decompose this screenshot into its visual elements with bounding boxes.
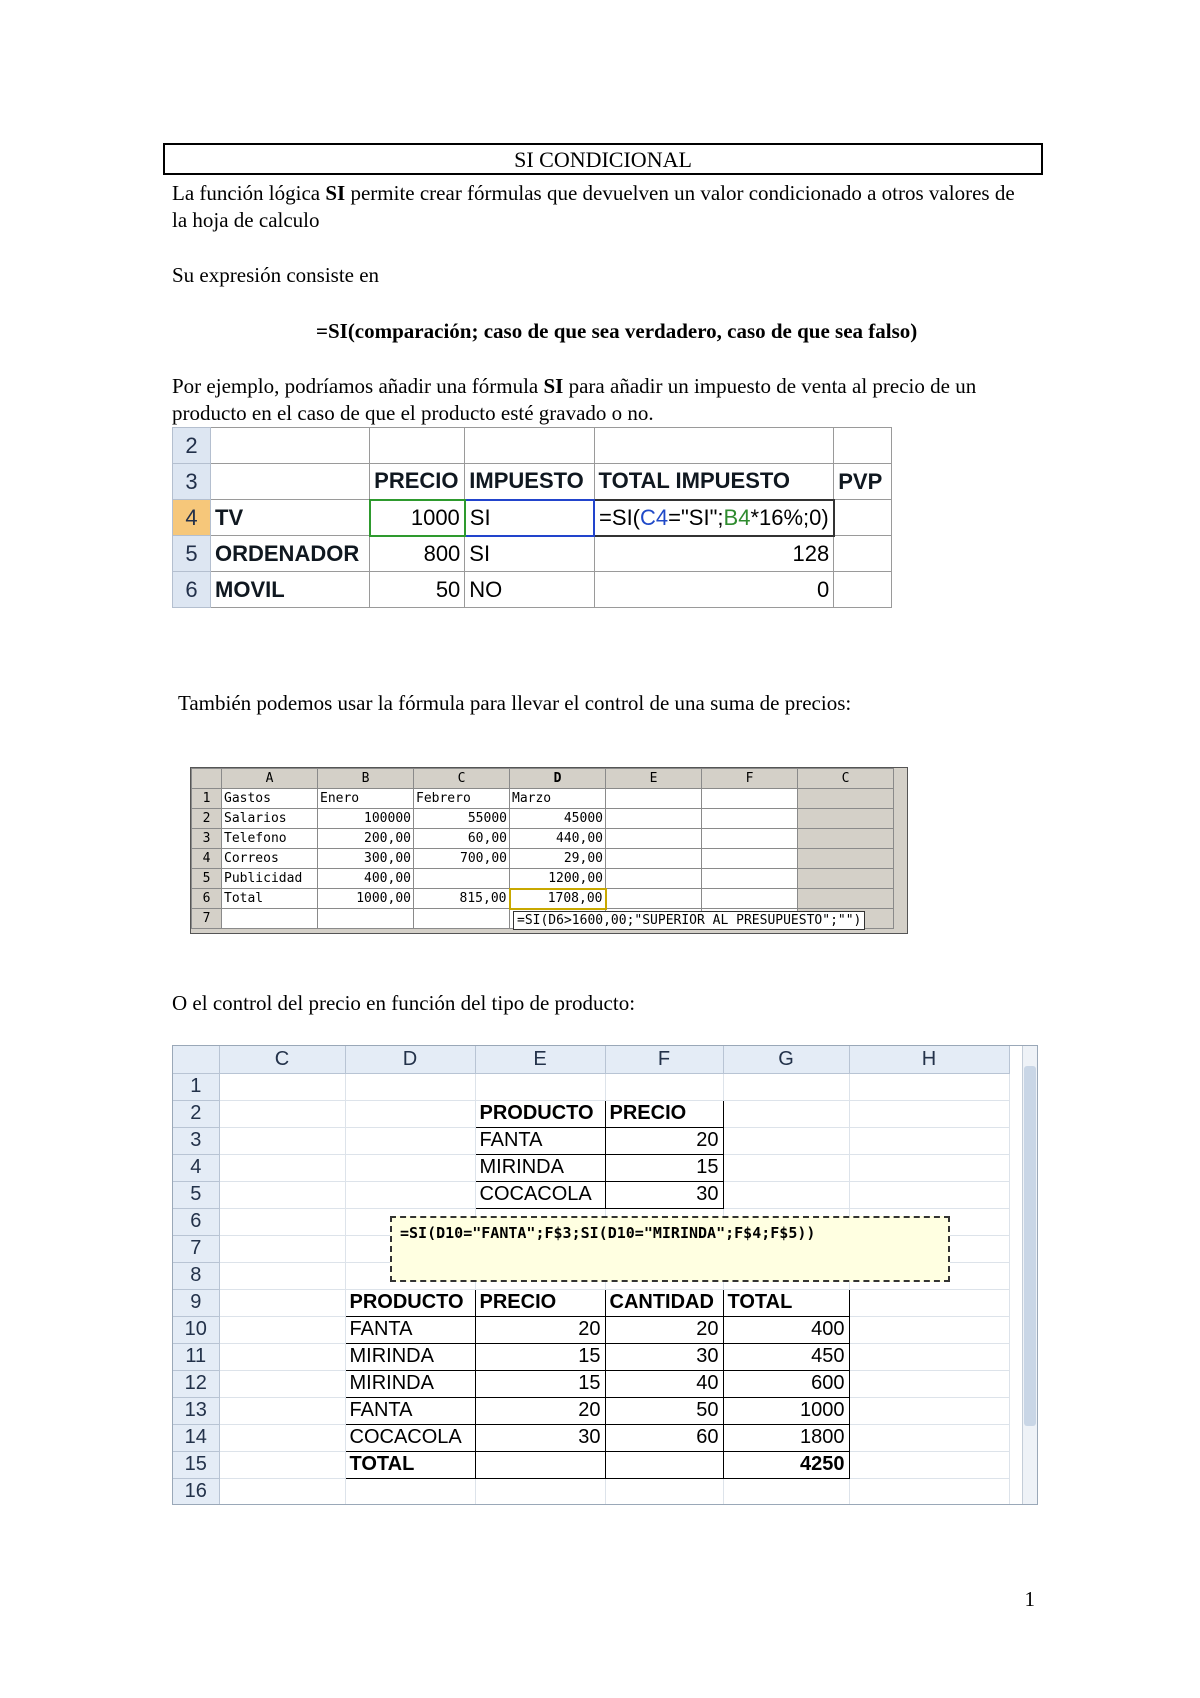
- cell: 200,00: [318, 829, 414, 849]
- row-header: 2: [173, 428, 211, 464]
- selected-cell[interactable]: 1708,00: [510, 889, 606, 909]
- cell: 0: [594, 572, 834, 608]
- cell: 20: [475, 1397, 605, 1424]
- header-cell: PRODUCTO: [475, 1100, 605, 1127]
- column-header[interactable]: F: [605, 1046, 723, 1073]
- total-label: TOTAL: [345, 1451, 475, 1478]
- cell: [798, 849, 894, 869]
- cell: 20: [605, 1127, 723, 1154]
- row-header: 10: [173, 1316, 219, 1343]
- cell: [798, 809, 894, 829]
- row-header: 4: [173, 1154, 219, 1181]
- corner-cell: [192, 769, 222, 789]
- header-cell: PRECIO: [475, 1289, 605, 1316]
- intro-bold-si: SI: [325, 181, 346, 205]
- cell: [414, 869, 510, 889]
- cell: [834, 500, 892, 536]
- table-row: [173, 1451, 1009, 1478]
- formula-part: *16%;0): [750, 504, 829, 530]
- intro-text-1: La función lógica: [172, 181, 326, 205]
- cell: [702, 889, 798, 909]
- cell: Correos: [222, 849, 318, 869]
- cell: Salarios: [222, 809, 318, 829]
- cell: [702, 829, 798, 849]
- cell: 815,00: [414, 889, 510, 909]
- page-number: 1: [1024, 1587, 1035, 1611]
- intro-text-2: permite crear fórmulas que devuelven un valor condicionado a otros valores de la hoja de calculo: [172, 181, 1015, 232]
- row-header: 9: [173, 1289, 219, 1316]
- cell: [594, 428, 834, 464]
- cell: FANTA: [345, 1397, 475, 1424]
- cell: [606, 849, 702, 869]
- column-header[interactable]: D: [510, 769, 606, 789]
- cell: [798, 829, 894, 849]
- cell: SI: [465, 536, 594, 572]
- column-header-row: [173, 1046, 1009, 1073]
- total-value: 4250: [723, 1451, 849, 1478]
- row-header: 2: [192, 809, 222, 829]
- cell: 700,00: [414, 849, 510, 869]
- formula-ref-c4: C4: [640, 504, 669, 530]
- cell: [702, 809, 798, 829]
- vertical-scrollbar[interactable]: [1022, 1046, 1037, 1504]
- cell: [834, 428, 892, 464]
- cell: Febrero: [414, 789, 510, 809]
- cell: [702, 869, 798, 889]
- cell: [834, 572, 892, 608]
- cell: 50: [370, 572, 465, 608]
- formula-note: =SI(D10="FANTA";F$3;SI(D10="MIRINDA";F$4;F$5)): [390, 1216, 950, 1282]
- row-header: 15: [173, 1451, 219, 1478]
- row-header: 5: [173, 536, 211, 572]
- table-row: [192, 849, 894, 869]
- table-row: [173, 1181, 1009, 1208]
- header-cell: PVP: [834, 464, 892, 500]
- cell: 300,00: [318, 849, 414, 869]
- cell: 15: [475, 1370, 605, 1397]
- column-header[interactable]: E: [475, 1046, 605, 1073]
- cell: [222, 909, 318, 929]
- cell: 30: [605, 1181, 723, 1208]
- header-cell: PRECIO: [605, 1100, 723, 1127]
- column-header[interactable]: C: [414, 769, 510, 789]
- header-cell: TOTAL: [723, 1289, 849, 1316]
- cell: MIRINDA: [345, 1370, 475, 1397]
- cell: [834, 536, 892, 572]
- table-row: [173, 1478, 1009, 1505]
- cell: 450: [723, 1343, 849, 1370]
- cell: 50: [605, 1397, 723, 1424]
- cell: [370, 428, 465, 464]
- table-row: [192, 829, 894, 849]
- row-header: 8: [173, 1262, 219, 1289]
- cell: 400: [723, 1316, 849, 1343]
- cell: [702, 849, 798, 869]
- column-header[interactable]: G: [723, 1046, 849, 1073]
- expression-intro: Su expresión consiste en: [172, 263, 380, 287]
- cell: 1200,00: [510, 869, 606, 889]
- row-header: 13: [173, 1397, 219, 1424]
- cell: [606, 889, 702, 909]
- cell: [606, 789, 702, 809]
- cell: 440,00: [510, 829, 606, 849]
- cell: COCACOLA: [345, 1424, 475, 1451]
- expenses-table: [191, 768, 894, 929]
- header-cell: IMPUESTO: [465, 464, 594, 500]
- column-header[interactable]: C: [219, 1046, 345, 1073]
- spreadsheet-sum-example: [190, 767, 908, 934]
- row-header: 3: [192, 829, 222, 849]
- example-paragraph: [172, 373, 1032, 427]
- cell: ORDENADOR: [211, 536, 370, 572]
- document-title: SI CONDICIONAL: [163, 143, 1043, 175]
- cell: TV: [211, 500, 370, 536]
- formula-tooltip: =SI(D6>1600,00;"SUPERIOR AL PRESUPUESTO";""): [513, 911, 865, 930]
- cell: MOVIL: [211, 572, 370, 608]
- cell: Enero: [318, 789, 414, 809]
- cell: 15: [475, 1343, 605, 1370]
- cell: 100000: [318, 809, 414, 829]
- sum-intro: También podemos usar la fórmula para llevar el control de una suma de precios:: [178, 691, 852, 715]
- table-row: [173, 428, 892, 464]
- row-header: 2: [173, 1100, 219, 1127]
- example-text-2: para añadir un impuesto de venta al precio de un producto en el caso de que el producto esté gravado o no.: [172, 374, 977, 425]
- example-text-1: Por ejemplo, podríamos añadir una fórmula: [172, 374, 544, 398]
- formula-part: =SI(: [599, 504, 641, 530]
- cell: 1800: [723, 1424, 849, 1451]
- cell: [606, 829, 702, 849]
- row-header: 7: [173, 1235, 219, 1262]
- row-header: 14: [173, 1424, 219, 1451]
- table-row: [192, 889, 894, 909]
- table-row: [173, 1316, 1009, 1343]
- row-header: 6: [192, 889, 222, 909]
- cell: COCACOLA: [475, 1181, 605, 1208]
- cell: [211, 428, 370, 464]
- cell: 15: [605, 1154, 723, 1181]
- cell: [702, 789, 798, 809]
- syntax-formula: =SI(comparación; caso de que sea verdadero, caso de que sea falso): [316, 319, 918, 343]
- table-row: [173, 1397, 1009, 1424]
- row-header: 6: [173, 1208, 219, 1235]
- column-header[interactable]: H: [849, 1046, 1009, 1073]
- row-header: 3: [173, 464, 211, 500]
- table-row: [173, 1289, 1009, 1316]
- cell: 55000: [414, 809, 510, 829]
- row-header: 11: [173, 1343, 219, 1370]
- table-row: [173, 464, 892, 500]
- table-row: [173, 1370, 1009, 1397]
- cell: 1000,00: [318, 889, 414, 909]
- cell: [605, 1451, 723, 1478]
- formula-ref-b4: B4: [723, 504, 751, 530]
- cell: 20: [475, 1316, 605, 1343]
- column-header[interactable]: B: [318, 769, 414, 789]
- cell: [798, 789, 894, 809]
- cell: 30: [475, 1424, 605, 1451]
- table-row: [173, 1100, 1009, 1127]
- cell: [475, 1451, 605, 1478]
- cell: MIRINDA: [475, 1154, 605, 1181]
- column-header[interactable]: E: [606, 769, 702, 789]
- table-row: [173, 500, 892, 536]
- cell: MIRINDA: [345, 1343, 475, 1370]
- intro-paragraph: [172, 180, 1032, 234]
- column-header[interactable]: C: [798, 769, 894, 789]
- row-header: 12: [173, 1370, 219, 1397]
- cell: 1000: [723, 1397, 849, 1424]
- row-header: 4: [173, 500, 211, 536]
- table-row: [173, 1343, 1009, 1370]
- cell: [606, 809, 702, 829]
- cell: FANTA: [475, 1127, 605, 1154]
- cell: [798, 889, 894, 909]
- column-header[interactable]: A: [222, 769, 318, 789]
- cell: 800: [370, 536, 465, 572]
- example-bold-si: SI: [543, 374, 564, 398]
- cell: 60: [605, 1424, 723, 1451]
- cell: [606, 869, 702, 889]
- cell: Publicidad: [222, 869, 318, 889]
- corner-cell: [173, 1046, 219, 1073]
- cell: [211, 464, 370, 500]
- row-header: 6: [173, 572, 211, 608]
- cell: [318, 909, 414, 929]
- cell: 20: [605, 1316, 723, 1343]
- row-header: 16: [173, 1478, 219, 1505]
- row-header: 3: [173, 1127, 219, 1154]
- row-header: 5: [173, 1181, 219, 1208]
- table-row: [173, 1424, 1009, 1451]
- header-cell: PRECIO: [370, 464, 465, 500]
- row-header: 1: [173, 1073, 219, 1100]
- cell[interactable]: SI: [465, 500, 594, 536]
- cell: 29,00: [510, 849, 606, 869]
- cell: [414, 909, 510, 929]
- table-row: [173, 1154, 1009, 1181]
- table-row: [173, 572, 892, 608]
- cell: [465, 428, 594, 464]
- table-row: [173, 1127, 1009, 1154]
- tax-table: [172, 427, 892, 608]
- row-header: 4: [192, 849, 222, 869]
- table-row: [173, 536, 892, 572]
- cell: 128: [594, 536, 834, 572]
- formula-part: ="SI";: [668, 504, 724, 530]
- cell[interactable]: 1000: [370, 500, 465, 536]
- column-header[interactable]: D: [345, 1046, 475, 1073]
- cell: 40: [605, 1370, 723, 1397]
- row-header: 5: [192, 869, 222, 889]
- cell: 400,00: [318, 869, 414, 889]
- cell: FANTA: [345, 1316, 475, 1343]
- cell: 30: [605, 1343, 723, 1370]
- table-row: [192, 809, 894, 829]
- cell: 45000: [510, 809, 606, 829]
- spreadsheet-tax-example: [172, 427, 892, 632]
- formula-cell[interactable]: [594, 500, 834, 536]
- row-header: 1: [192, 789, 222, 809]
- cell: 60,00: [414, 829, 510, 849]
- cell: 600: [723, 1370, 849, 1397]
- table-row: [192, 869, 894, 889]
- cell: NO: [465, 572, 594, 608]
- table-row: [192, 789, 894, 809]
- table-row: [173, 1073, 1009, 1100]
- header-cell: PRODUCTO: [345, 1289, 475, 1316]
- cell: Telefono: [222, 829, 318, 849]
- spreadsheet-price-example: [172, 1045, 1038, 1505]
- column-header-row: [192, 769, 894, 789]
- column-header[interactable]: F: [702, 769, 798, 789]
- cell: Marzo: [510, 789, 606, 809]
- row-header: 7: [192, 909, 222, 929]
- header-cell: TOTAL IMPUESTO: [594, 464, 834, 500]
- cell: [798, 869, 894, 889]
- price-intro: O el control del precio en función del tipo de producto:: [172, 991, 636, 1015]
- cell: Total: [222, 889, 318, 909]
- cell: Gastos: [222, 789, 318, 809]
- scrollbar-thumb[interactable]: [1024, 1066, 1036, 1426]
- header-cell: CANTIDAD: [605, 1289, 723, 1316]
